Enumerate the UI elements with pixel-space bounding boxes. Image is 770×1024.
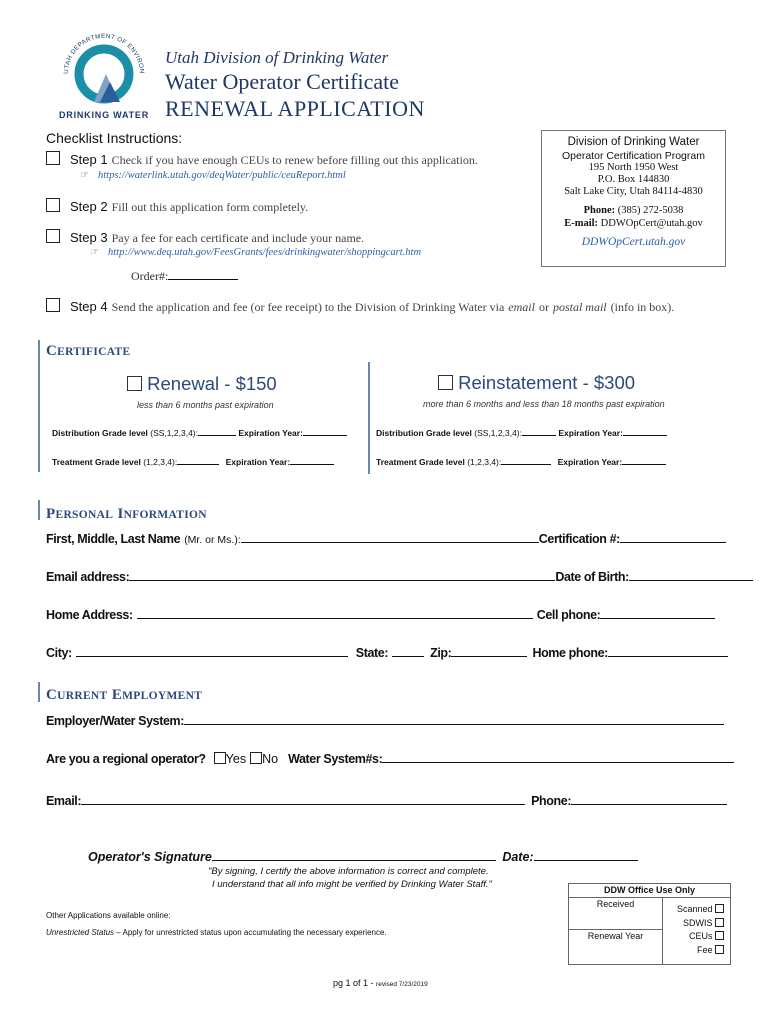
- logo-emblem: [54, 22, 154, 122]
- water-systems-field[interactable]: [382, 749, 734, 763]
- distribution-grades: (SS,1,2,3,4):: [474, 428, 522, 438]
- revision-date: revised 7/23/2019: [376, 981, 428, 988]
- reinstatement-option[interactable]: [438, 372, 635, 394]
- office-scanned-checkbox[interactable]: [715, 904, 724, 913]
- state-field[interactable]: [392, 643, 424, 657]
- checklist-heading: Checklist Instructions:: [46, 130, 183, 146]
- distribution-grades: (SS,1,2,3,4):: [150, 428, 198, 438]
- email-address-field[interactable]: [129, 567, 555, 581]
- office-checklist: [677, 903, 724, 957]
- treatment-grade-label: Treatment Grade level: [376, 457, 465, 467]
- fees-shopping-cart-link[interactable]: http://www.deq.utah.gov/FeesGrants/fees/drinkingwater/shoppingcart.htm: [108, 247, 422, 258]
- step4-or: or: [538, 300, 549, 314]
- office-renewal-year-label: Renewal Year: [587, 931, 644, 941]
- certification-number-field[interactable]: [620, 529, 726, 543]
- home-phone-field[interactable]: [608, 643, 728, 657]
- contact-title: Division of Drinking Water: [567, 136, 700, 148]
- reinstatement-note: more than 6 months and less than 18 months past expiration: [423, 399, 665, 409]
- regional-no-checkbox[interactable]: [250, 752, 262, 764]
- zip-label: Zip:: [430, 646, 452, 660]
- division-name: Utah Division of Drinking Water: [165, 48, 389, 67]
- cell-phone-field[interactable]: [600, 605, 715, 619]
- renewal-label: Renewal - $150: [147, 373, 277, 394]
- zip-field[interactable]: [451, 643, 527, 657]
- step2-checkbox[interactable]: [46, 198, 60, 212]
- signature-note-1: "By signing, I certify the above information is correct and complete.: [208, 866, 489, 877]
- employer-label: Employer/Water System:: [46, 714, 185, 728]
- expiration-year-label: Expiration Year:: [238, 428, 303, 438]
- name-label: First, Middle, Last Name: [46, 532, 181, 546]
- name-field[interactable]: [241, 529, 539, 543]
- signature-label: Operator's Signature: [88, 850, 212, 864]
- step3-label: Step 3: [70, 230, 108, 245]
- contact-program: Operator Certification Program: [562, 150, 705, 162]
- step3-text: Pay a fee for each certificate and include your name.: [111, 231, 365, 245]
- city-field[interactable]: [76, 643, 348, 657]
- office-use-inner-col: [569, 897, 663, 964]
- reinstatement-treatment-expiration-field[interactable]: [622, 455, 666, 465]
- regional-operator-row: [46, 749, 734, 768]
- contact-website[interactable]: DDWOpCert.utah.gov: [581, 236, 686, 248]
- cell-phone-label: Cell phone:: [536, 608, 601, 622]
- pointing-hand-icon: ☞: [80, 170, 89, 181]
- personal-left-rule: [38, 500, 40, 520]
- regional-yes-checkbox[interactable]: [214, 752, 226, 764]
- expiration-year-label: Expiration Year:: [557, 457, 623, 467]
- order-label: Order#:: [131, 269, 169, 283]
- contact-phone-row: [542, 204, 725, 217]
- step4-label: Step 4: [70, 299, 108, 314]
- step1-label: Step 1: [70, 152, 108, 167]
- step3-row: [46, 229, 364, 247]
- reinstatement-treatment-grade-field[interactable]: [501, 455, 551, 465]
- signature-date-label: Date:: [502, 850, 534, 864]
- employer-field[interactable]: [184, 711, 724, 725]
- water-systems-label: Water System#s:: [288, 752, 383, 766]
- distribution-grade-label: Distribution Grade level: [52, 428, 148, 438]
- office-ceus-checkbox[interactable]: [715, 931, 724, 940]
- step2-text: Fill out this application form completely.: [111, 200, 309, 214]
- logo-ring-text: UTAH DEPARTMENT OF ENVIRON: [62, 32, 146, 75]
- step1-link-row: [80, 170, 346, 181]
- step1-text: Check if you have enough CEUs to renew before filling out this application.: [111, 153, 478, 167]
- contact-address-2: P.O. Box 144830: [597, 174, 670, 185]
- pointing-hand-icon: ☞: [90, 247, 99, 258]
- ceu-report-link[interactable]: https://waterlink.utah.gov/deqWater/public/ceuReport.html: [98, 170, 346, 181]
- renewal-distribution-expiration-field[interactable]: [303, 426, 347, 436]
- signature-row: [88, 847, 638, 864]
- step4-email-link[interactable]: email: [508, 300, 535, 314]
- email-address-label: Email address:: [46, 570, 130, 584]
- step1-checkbox[interactable]: [46, 151, 60, 165]
- signature-field[interactable]: [212, 847, 496, 861]
- treatment-grades: (1,2,3,4):: [467, 457, 502, 467]
- step2-row: [46, 198, 308, 216]
- address-cell-row: [46, 605, 715, 624]
- employment-phone-label: Phone:: [531, 794, 572, 808]
- treatment-grades: (1,2,3,4):: [143, 457, 178, 467]
- step4-text-end: (info in box).: [610, 300, 675, 314]
- employment-phone-field[interactable]: [571, 791, 727, 805]
- step2-label: Step 2: [70, 199, 108, 214]
- name-hint: (Mr. or Ms.):: [184, 534, 241, 546]
- date-of-birth-label: Date of Birth:: [555, 570, 629, 584]
- reinstatement-label: Reinstatement - $300: [458, 372, 636, 393]
- employment-email-label: Email:: [46, 794, 82, 808]
- employment-email-row: [46, 791, 727, 810]
- renewal-note: less than 6 months past expiration: [137, 400, 274, 410]
- treatment-grade-label: Treatment Grade level: [52, 457, 141, 467]
- step4-checkbox[interactable]: [46, 298, 60, 312]
- signature-note-2: I understand that all info might be verified by Drinking Water Staff.": [212, 879, 492, 890]
- office-scanned-label: Scanned: [676, 904, 713, 914]
- renewal-treatment-expiration-field[interactable]: [290, 455, 334, 465]
- ddw-logo: [54, 22, 154, 122]
- employment-email-field[interactable]: [81, 791, 525, 805]
- home-address-label: Home Address:: [46, 608, 133, 622]
- city-state-row: [46, 643, 728, 662]
- renewal-distribution-row: [52, 426, 347, 438]
- step3-link-row: [90, 247, 421, 258]
- state-label: State:: [355, 646, 389, 660]
- contact-email-row: [542, 217, 725, 230]
- renewal-treatment-row: [52, 455, 334, 467]
- step1-row: [46, 151, 478, 169]
- unrestricted-status-desc: – Apply for unrestricted status upon accumulating the necessary experience.: [116, 928, 387, 937]
- contact-phone-label: Phone:: [583, 205, 616, 216]
- employer-row: [46, 711, 724, 730]
- regional-yes-label: Yes: [225, 752, 247, 766]
- form-title: Water Operator Certificate: [165, 69, 399, 94]
- order-number-field[interactable]: [168, 266, 238, 280]
- unrestricted-status-label: Unrestricted Status: [46, 928, 115, 937]
- certificate-heading: CERTIFICATE: [46, 343, 131, 359]
- office-sdwis-label: SDWIS: [682, 917, 713, 928]
- reinstatement-checkbox[interactable]: [438, 375, 453, 390]
- certificate-left-rule: [38, 340, 40, 472]
- date-of-birth-field[interactable]: [629, 567, 753, 581]
- office-received-label: Received: [569, 897, 662, 930]
- employment-heading: CURRENT EMPLOYMENT: [46, 687, 203, 703]
- name-row: [46, 529, 726, 548]
- contact-phone: (385) 272-5038: [617, 205, 684, 216]
- renewal-checkbox[interactable]: [127, 376, 142, 391]
- contact-address-3: Salt Lake City, Utah 84114-4830: [564, 186, 703, 197]
- office-fee-checkbox[interactable]: [715, 945, 724, 954]
- renewal-distribution-grade-field[interactable]: [198, 426, 236, 436]
- distribution-grade-label: Distribution Grade level: [376, 428, 472, 438]
- reinstatement-distribution-row: [376, 426, 667, 438]
- contact-email[interactable]: DDWOpCert@utah.gov: [600, 218, 703, 229]
- city-label: City:: [46, 646, 72, 660]
- other-applications-text: Other Applications available online:: [46, 911, 171, 920]
- renewal-option[interactable]: [127, 373, 277, 395]
- step4-postal-link[interactable]: postal mail: [552, 300, 607, 314]
- personal-heading: PERSONAL INFORMATION: [46, 506, 207, 522]
- home-address-field[interactable]: [137, 605, 533, 619]
- office-use-title: DDW Office Use Only: [569, 884, 730, 898]
- step4-row: [46, 298, 674, 316]
- certification-number-label: Certification #:: [538, 532, 620, 546]
- contact-address-1: 195 North 1950 West: [588, 162, 679, 173]
- step4-text: Send the application and fee (or fee receipt) to the Division of Drinking Water via: [111, 300, 505, 314]
- regional-operator-label: Are you a regional operator?: [46, 752, 206, 766]
- page-footer: [333, 978, 428, 988]
- form-subtitle: RENEWAL APPLICATION: [165, 96, 425, 121]
- reinstatement-distribution-grade-field[interactable]: [522, 426, 556, 436]
- home-phone-label: Home phone:: [532, 646, 608, 660]
- unrestricted-status-text: [46, 928, 387, 937]
- reinstatement-distribution-expiration-field[interactable]: [623, 426, 667, 436]
- certificate-divider: [368, 362, 370, 474]
- email-dob-row: [46, 567, 753, 586]
- expiration-year-label: Expiration Year:: [558, 428, 623, 438]
- employment-left-rule: [38, 682, 40, 702]
- office-sdwis-checkbox[interactable]: [715, 918, 724, 927]
- contact-email-label: E-mail:: [564, 218, 599, 229]
- order-number-row: [131, 266, 238, 284]
- office-ceus-label: CEUs: [688, 931, 713, 941]
- office-fee-label: Fee: [696, 944, 713, 955]
- regional-no-label: No: [262, 752, 279, 766]
- signature-date-field[interactable]: [534, 847, 638, 861]
- contact-box: [541, 130, 726, 267]
- step3-checkbox[interactable]: [46, 229, 60, 243]
- page-number: pg 1 of 1 -: [333, 978, 374, 988]
- logo-caption: DRINKING WATER: [58, 110, 150, 120]
- office-use-box: [568, 883, 731, 965]
- renewal-treatment-grade-field[interactable]: [177, 455, 219, 465]
- reinstatement-treatment-row: [376, 455, 666, 467]
- expiration-year-label: Expiration Year:: [225, 457, 291, 467]
